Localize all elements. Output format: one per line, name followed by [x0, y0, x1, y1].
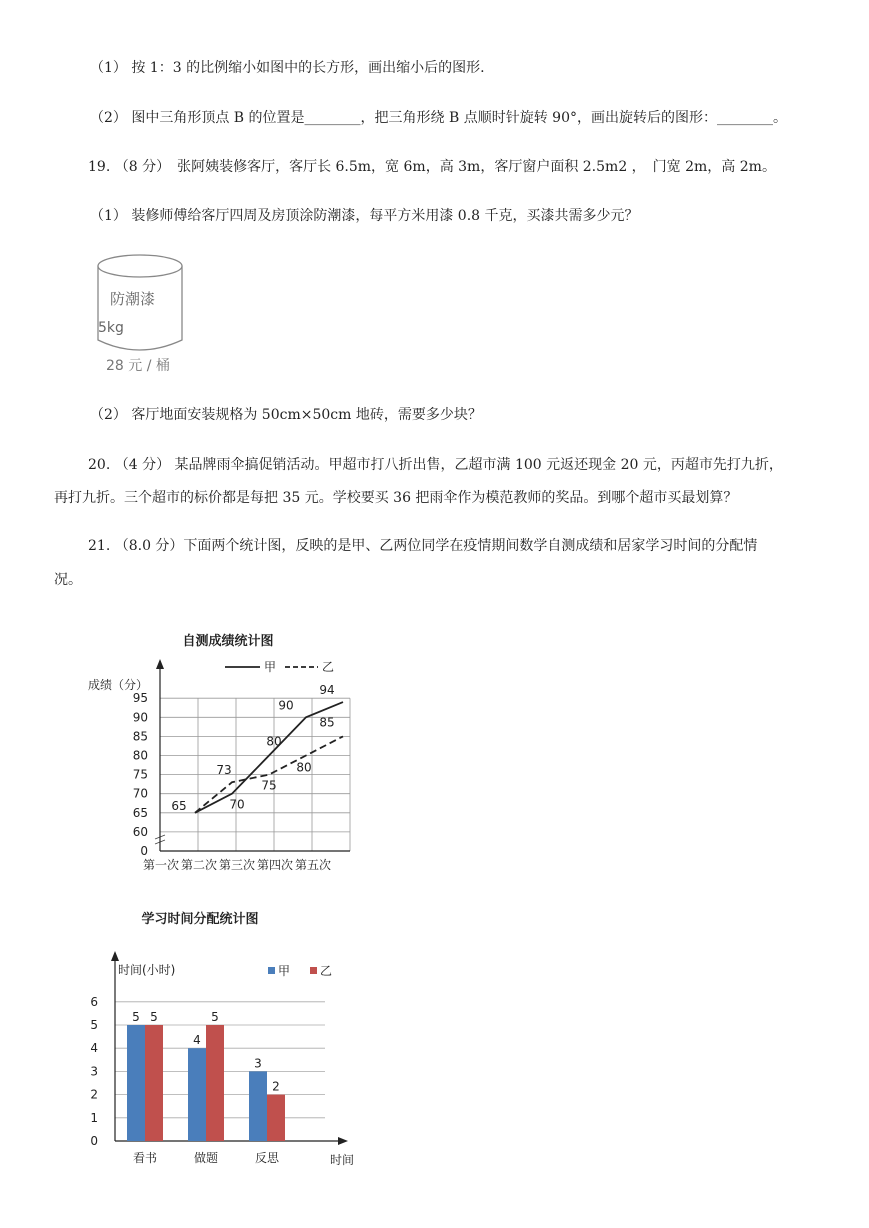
legend-label-yi: 乙	[322, 660, 335, 674]
question-21-line-1: 21. （8.0 分）下面两个统计图，反映的是甲、乙两位同学在疫情期间数学自测成绩和居家学习时间的分配情	[88, 538, 758, 554]
legend-swatch	[310, 967, 317, 974]
chart-title: 学习时间分配统计图	[141, 912, 259, 927]
legend-label-jia: 甲	[264, 660, 277, 674]
y-axis-label: 成绩（分）	[88, 678, 149, 692]
bar-jia	[127, 1025, 145, 1141]
y-tick-label: 0	[90, 1134, 98, 1148]
question-18-part-1: （1） 按 1：3 的比例缩小如图中的长方形，画出缩小后的图形.	[90, 60, 485, 76]
bar-yi	[145, 1025, 163, 1141]
paint-can-price: 28 元 / 桶	[106, 358, 170, 374]
study-time-bar-chart	[80, 905, 380, 1175]
x-tick-label: 第五次	[294, 858, 332, 872]
question-18-part-2: （2） 图中三角形顶点 B 的位置是________，把三角形绕 B 点顺时针旋转 90°，画出旋转后的图形：________。	[90, 110, 787, 126]
y-axis-arrow	[156, 659, 164, 669]
x-tick-label: 反思	[254, 1151, 280, 1165]
y-axis-arrow	[111, 951, 119, 961]
data-label: 65	[171, 798, 187, 813]
y-tick-label: 6	[90, 994, 98, 1009]
x-tick-label: 第一次	[142, 858, 180, 872]
data-label: 90	[278, 698, 294, 713]
bar-jia	[188, 1048, 206, 1141]
x-tick-label: 第三次	[218, 858, 256, 872]
y-tick-label: 0	[140, 844, 148, 858]
y-tick-label: 75	[132, 767, 148, 782]
legend-swatch	[268, 967, 275, 974]
x-axis-arrow	[338, 1137, 348, 1145]
paint-can-weight: 5kg	[98, 320, 124, 336]
data-label: 5	[132, 1010, 140, 1024]
y-tick-label: 85	[132, 729, 148, 744]
y-tick-label: 90	[132, 710, 148, 725]
y-tick-label: 3	[90, 1064, 98, 1079]
question-20-line-1: 20. （4 分） 某品牌雨伞搞促销活动。甲超市打八折出售，乙超市满 100 元返还现金 20 元，丙超市先打九折，	[88, 457, 783, 473]
score-line-chart	[80, 625, 400, 885]
bar-yi	[267, 1095, 285, 1141]
question-19-title: 19. （8 分） 张阿姨装修客厅，客厅长 6.5m，宽 6m，高 3m，客厅窗户面积 2.5m2 ， 门宽 2m，高 2m。	[88, 159, 776, 175]
y-tick-label: 65	[132, 805, 148, 820]
data-label: 80	[296, 760, 312, 775]
question-20-line-2: 再打九折。三个超市的标价都是每把 35 元。学校要买 36 把雨伞作为模范教师的奖品。到哪个超市买最划算？	[54, 490, 738, 506]
legend-label: 乙	[320, 964, 333, 978]
y-tick-label: 60	[132, 824, 148, 839]
y-tick-label: 70	[132, 786, 148, 801]
x-tick-label: 看书	[132, 1151, 158, 1165]
x-axis-label: 时间	[329, 1153, 355, 1167]
y-tick-label: 95	[132, 691, 148, 706]
x-tick-label: 第二次	[180, 858, 218, 872]
bar-yi	[206, 1025, 224, 1141]
data-label: 4	[193, 1033, 201, 1048]
bar-jia	[249, 1071, 267, 1141]
question-19-part-1: （1） 装修师傅给客厅四周及房顶涂防潮漆，每平方米用漆 0.8 千克，买漆共需多少元？	[90, 208, 639, 224]
data-label: 2	[272, 1079, 280, 1094]
data-label: 3	[254, 1056, 262, 1071]
x-tick-label: 做题	[193, 1151, 219, 1165]
x-tick-label: 第四次	[256, 858, 294, 872]
data-label: 5	[211, 1010, 219, 1024]
chart-title: 自测成绩统计图	[182, 634, 274, 649]
question-21-line-2: 况。	[54, 572, 82, 588]
y-tick-label: 80	[132, 748, 148, 763]
data-label: 85	[319, 715, 335, 730]
data-label: 75	[261, 778, 277, 793]
y-tick-label: 5	[90, 1018, 98, 1032]
y-tick-label: 2	[90, 1087, 98, 1102]
data-label: 70	[229, 797, 245, 812]
data-label: 80	[266, 734, 282, 749]
paint-can-label: 防潮漆	[110, 290, 156, 308]
y-tick-label: 4	[90, 1041, 98, 1056]
data-label: 94	[319, 683, 335, 698]
data-label: 73	[216, 763, 232, 778]
y-tick-label: 1	[90, 1110, 98, 1125]
y-axis-label: 时间(小时)	[118, 963, 176, 977]
legend-label: 甲	[278, 964, 291, 978]
data-label: 5	[150, 1010, 158, 1024]
paint-can-illustration	[94, 252, 204, 380]
question-19-part-2: （2） 客厅地面安装规格为 50cm×50cm 地砖，需要多少块？	[90, 407, 482, 423]
